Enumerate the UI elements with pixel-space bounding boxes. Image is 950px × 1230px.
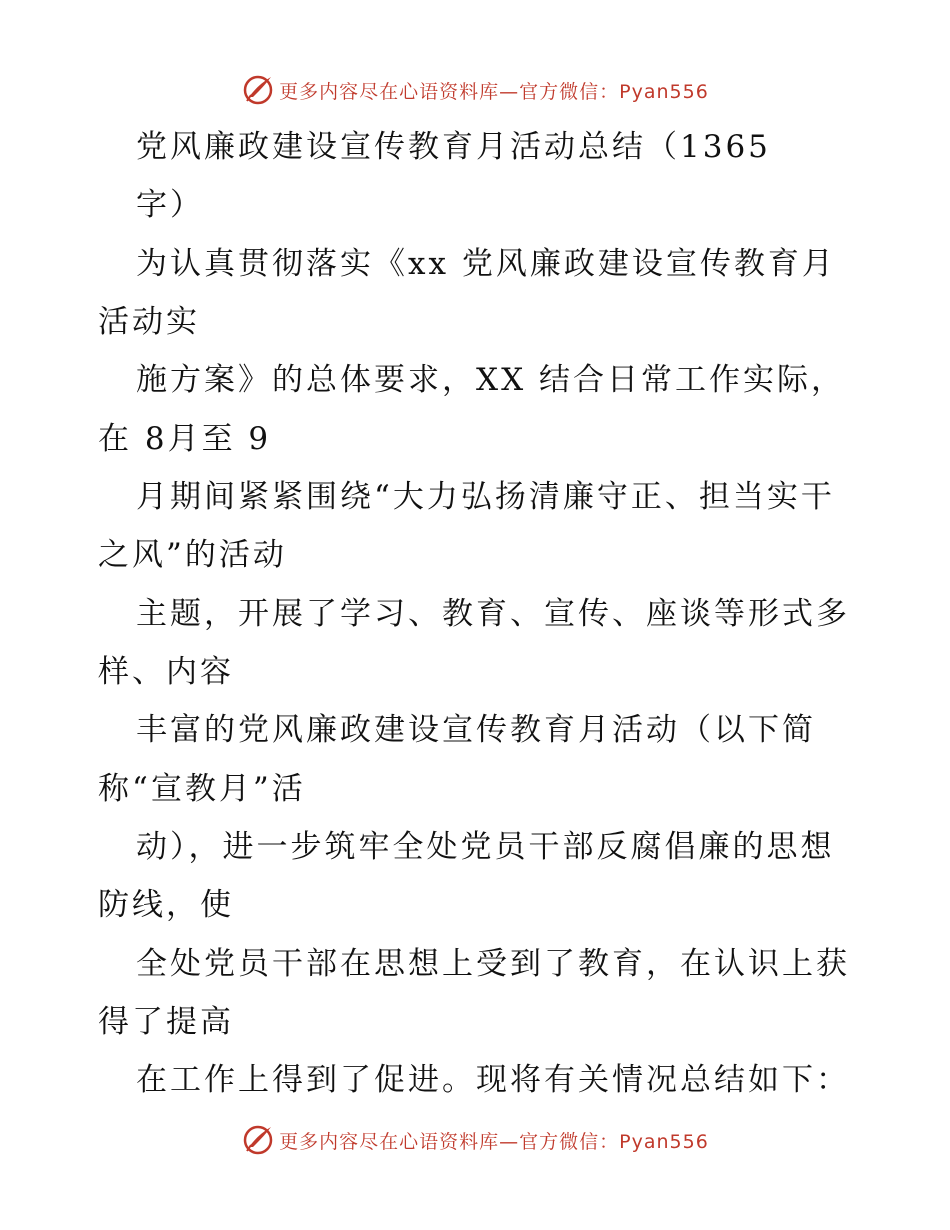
body-text-line: 全处党员干部在思想上受到了教育，在认识上获 <box>136 946 850 982</box>
body-text-line: 样、内容 <box>98 654 234 690</box>
body-text-line: 动），进一步筑牢全处党员干部反腐倡廉的思想 <box>136 829 835 865</box>
watermark-text: 更多内容尽在心语资料库—官方微信：Pyan556 <box>279 1130 709 1153</box>
body-text-line: 在 8月至 9 <box>98 421 272 457</box>
body-text-line: 为认真贯彻落实《xx 党风廉政建设宣传教育月 <box>136 246 836 282</box>
body-text-line: 施方案》的总体要求，XX 结合日常工作实际， <box>136 362 845 398</box>
body-text-line: 之风”的活动 <box>98 537 287 573</box>
body-text-line: 在工作上得到了促进。现将有关情况总结如下： <box>136 1062 850 1098</box>
feather-seal-icon <box>241 1123 275 1157</box>
document-title-line: 党风廉政建设宣传教育月活动总结（1365 <box>136 129 771 165</box>
footer-watermark <box>0 1120 950 1160</box>
body-text-line: 月期间紧紧围绕“大力弘扬清廉守正、担当实干 <box>136 479 835 515</box>
document-title-line: 字） <box>136 187 204 223</box>
body-text-line: 活动实 <box>98 304 200 340</box>
header-watermark <box>0 70 950 110</box>
body-text-line: 得了提高 <box>98 1004 234 1040</box>
body-text-line: 丰富的党风廉政建设宣传教育月活动（以下简 <box>136 712 816 748</box>
feather-seal-icon <box>241 73 275 107</box>
watermark-text: 更多内容尽在心语资料库—官方微信：Pyan556 <box>279 80 709 103</box>
body-text-line: 称“宣教月”活 <box>98 771 306 807</box>
body-text-line: 防线，使 <box>98 887 234 923</box>
body-text-line: 主题，开展了学习、教育、宣传、座谈等形式多 <box>136 596 850 632</box>
